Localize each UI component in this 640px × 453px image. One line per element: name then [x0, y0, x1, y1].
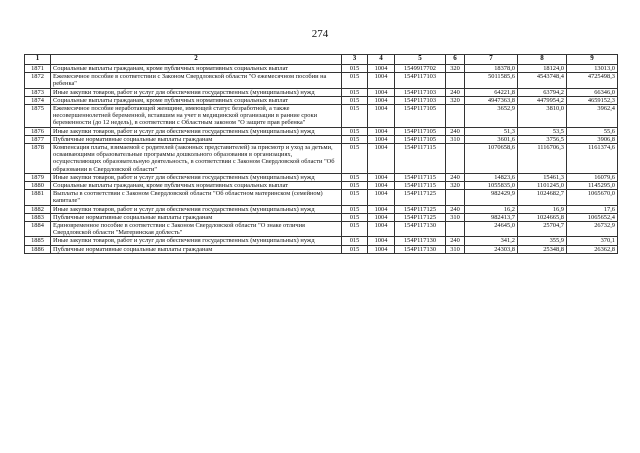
table-row [25, 105, 618, 128]
row-name: Иные закупки товаров, работ и услуг для обеспечения государственных (муниципальных) нужд [51, 205, 342, 213]
table-row [25, 205, 618, 213]
row-amount-year3: 4725498,3 [567, 73, 618, 88]
row-target-article: 154P117103 [395, 96, 446, 104]
row-target-article: 154P117105 [395, 105, 446, 128]
row-section-code: 1004 [368, 182, 395, 190]
row-expense-type: 310 [446, 135, 465, 143]
row-amount-year3: 26732,9 [567, 222, 618, 237]
row-amount-year2: 1101245,0 [518, 182, 567, 190]
row-expense-type: 310 [446, 245, 465, 253]
row-ministry-code: 015 [342, 222, 368, 237]
row-name: Публичные нормативные социальные выплаты гражданам [51, 135, 342, 143]
row-ministry-code: 015 [342, 245, 368, 253]
row-name: Компенсация платы, взимаемой с родителей (законных представителей) за присмотр и уход за детьми, осваивающими образовательные программы дошкольного образования в организациях, осуществляющих образовательную деятельность, в соответствии с Законом Свердловской области "Об образовании в Свердловской области" [51, 144, 342, 174]
table-row [25, 173, 618, 181]
row-name: Социальные выплаты гражданам, кроме публичных нормативных социальных выплат [51, 182, 342, 190]
row-amount-year2: 3810,0 [518, 105, 567, 128]
row-ministry-code: 015 [342, 144, 368, 174]
row-amount-year1: 24303,8 [465, 245, 518, 253]
row-amount-year2: 1024665,8 [518, 213, 567, 221]
row-amount-year1: 1070658,6 [465, 144, 518, 174]
row-amount-year1: 64221,8 [465, 88, 518, 96]
header-col-7: 7 [465, 55, 518, 65]
row-expense-type: 240 [446, 127, 465, 135]
row-section-code: 1004 [368, 127, 395, 135]
row-ministry-code: 015 [342, 182, 368, 190]
row-expense-type: 240 [446, 173, 465, 181]
row-section-code: 1004 [368, 105, 395, 128]
row-target-article: 154P117115 [395, 173, 446, 181]
row-name: Иные закупки товаров, работ и услуг для обеспечения государственных (муниципальных) нужд [51, 127, 342, 135]
row-number: 1883 [25, 213, 51, 221]
row-ministry-code: 015 [342, 65, 368, 73]
row-expense-type [446, 105, 465, 128]
header-col-9: 9 [567, 55, 618, 65]
row-section-code: 1004 [368, 245, 395, 253]
header-col-1: 1 [25, 55, 51, 65]
row-ministry-code: 015 [342, 205, 368, 213]
table-row [25, 213, 618, 221]
row-target-article: 154P117115 [395, 182, 446, 190]
table-row [25, 73, 618, 88]
row-expense-type [446, 144, 465, 174]
row-ministry-code: 015 [342, 105, 368, 128]
row-number: 1872 [25, 73, 51, 88]
row-amount-year2: 1024682,7 [518, 190, 567, 205]
row-amount-year1: 341,2 [465, 237, 518, 245]
row-ministry-code: 015 [342, 127, 368, 135]
row-amount-year3: 55,6 [567, 127, 618, 135]
row-section-code: 1004 [368, 144, 395, 174]
row-amount-year3: 1161374,6 [567, 144, 618, 174]
row-section-code: 1004 [368, 205, 395, 213]
row-number: 1876 [25, 127, 51, 135]
row-target-article: 154P117103 [395, 88, 446, 96]
table-row [25, 245, 618, 253]
row-number: 1873 [25, 88, 51, 96]
row-amount-year3: 3906,8 [567, 135, 618, 143]
row-amount-year1: 24645,0 [465, 222, 518, 237]
row-expense-type: 320 [446, 96, 465, 104]
row-expense-type: 240 [446, 237, 465, 245]
row-amount-year3: 1145295,0 [567, 182, 618, 190]
row-section-code: 1004 [368, 190, 395, 205]
row-amount-year1: 16,2 [465, 205, 518, 213]
row-number: 1879 [25, 173, 51, 181]
row-amount-year2: 18124,0 [518, 65, 567, 73]
row-amount-year2: 63794,2 [518, 88, 567, 96]
row-number: 1875 [25, 105, 51, 128]
row-amount-year2: 4543748,4 [518, 73, 567, 88]
row-amount-year1: 4947363,8 [465, 96, 518, 104]
row-number: 1877 [25, 135, 51, 143]
header-col-4: 4 [368, 55, 395, 65]
budget-table [24, 54, 618, 254]
row-ministry-code: 015 [342, 173, 368, 181]
row-amount-year1: 5011585,6 [465, 73, 518, 88]
row-section-code: 1004 [368, 96, 395, 104]
row-section-code: 1004 [368, 135, 395, 143]
table-row [25, 237, 618, 245]
row-expense-type: 320 [446, 182, 465, 190]
table-row [25, 190, 618, 205]
row-target-article: 154P117103 [395, 73, 446, 88]
row-amount-year3: 3962,4 [567, 105, 618, 128]
row-amount-year3: 370,1 [567, 237, 618, 245]
row-expense-type: 240 [446, 205, 465, 213]
row-section-code: 1004 [368, 65, 395, 73]
row-section-code: 1004 [368, 173, 395, 181]
page-number: 274 [311, 28, 329, 40]
row-amount-year3: 13013,0 [567, 65, 618, 73]
table-row [25, 222, 618, 237]
row-number: 1882 [25, 205, 51, 213]
row-ministry-code: 015 [342, 213, 368, 221]
row-amount-year1: 51,3 [465, 127, 518, 135]
row-expense-type: 240 [446, 88, 465, 96]
row-number: 1874 [25, 96, 51, 104]
row-amount-year1: 14823,6 [465, 173, 518, 181]
row-amount-year3: 1065670,0 [567, 190, 618, 205]
row-amount-year2: 4479954,2 [518, 96, 567, 104]
row-target-article: 154P117130 [395, 245, 446, 253]
row-name: Ежемесячное пособие неработающей женщине, имеющей статус безработной, а также несовершеннолетней беременной, вставшим на учет в медицинской организации в ранние сроки беременности (до 12 недель), в соответствии с Областным законом "О защите прав ребенка" [51, 105, 342, 128]
row-amount-year2: 15461,3 [518, 173, 567, 181]
row-amount-year2: 25704,7 [518, 222, 567, 237]
row-name: Публичные нормативные социальные выплаты гражданам [51, 213, 342, 221]
row-expense-type [446, 73, 465, 88]
row-amount-year1: 1055835,0 [465, 182, 518, 190]
row-section-code: 1004 [368, 222, 395, 237]
row-name: Иные закупки товаров, работ и услуг для обеспечения государственных (муниципальных) нужд [51, 237, 342, 245]
row-number: 1885 [25, 237, 51, 245]
row-expense-type: 310 [446, 213, 465, 221]
header-col-5: 5 [395, 55, 446, 65]
row-amount-year1: 3601,6 [465, 135, 518, 143]
row-amount-year2: 355,9 [518, 237, 567, 245]
table-row [25, 96, 618, 104]
row-target-article: 1549917702 [395, 65, 446, 73]
row-target-article: 154P117125 [395, 205, 446, 213]
header-col-3: 3 [342, 55, 368, 65]
header-col-2: 2 [51, 55, 342, 65]
row-ministry-code: 015 [342, 135, 368, 143]
row-expense-type [446, 222, 465, 237]
row-name: Единовременное пособие в соответствии с Законом Свердловской области "О знаке отличия Свердловской области "Материнская доблесть" [51, 222, 342, 237]
row-amount-year2: 25348,8 [518, 245, 567, 253]
row-name: Публичные нормативные социальные выплаты гражданам [51, 245, 342, 253]
row-name: Иные закупки товаров, работ и услуг для обеспечения государственных (муниципальных) нужд [51, 173, 342, 181]
row-number: 1871 [25, 65, 51, 73]
row-ministry-code: 015 [342, 88, 368, 96]
table-row [25, 88, 618, 96]
header-col-8: 8 [518, 55, 567, 65]
row-target-article: 154P117125 [395, 190, 446, 205]
row-name: Выплаты в соответствии с Законом Свердловской области "Об областном материнском (семейном) капитале" [51, 190, 342, 205]
header-row [25, 55, 618, 65]
table-row [25, 144, 618, 174]
row-amount-year1: 982429,9 [465, 190, 518, 205]
header-col-6: 6 [446, 55, 465, 65]
row-name: Ежемесячное пособие в соответствии с Законом Свердловской области "О ежемесячном пособии на ребенка" [51, 73, 342, 88]
row-section-code: 1004 [368, 88, 395, 96]
row-target-article: 154P117105 [395, 135, 446, 143]
row-target-article: 154P117130 [395, 222, 446, 237]
row-target-article: 154P117130 [395, 237, 446, 245]
table-row [25, 182, 618, 190]
row-amount-year1: 982413,7 [465, 213, 518, 221]
row-ministry-code: 015 [342, 190, 368, 205]
row-amount-year1: 3652,9 [465, 105, 518, 128]
row-ministry-code: 015 [342, 96, 368, 104]
row-number: 1884 [25, 222, 51, 237]
row-target-article: 154P117105 [395, 127, 446, 135]
row-expense-type [446, 190, 465, 205]
row-amount-year2: 53,5 [518, 127, 567, 135]
row-amount-year3: 66346,0 [567, 88, 618, 96]
row-amount-year2: 16,9 [518, 205, 567, 213]
row-name: Иные закупки товаров, работ и услуг для обеспечения государственных (муниципальных) нужд [51, 88, 342, 96]
row-target-article: 154P117115 [395, 144, 446, 174]
row-section-code: 1004 [368, 213, 395, 221]
row-section-code: 1004 [368, 237, 395, 245]
row-amount-year3: 16079,6 [567, 173, 618, 181]
row-amount-year1: 18378,0 [465, 65, 518, 73]
row-number: 1886 [25, 245, 51, 253]
row-number: 1881 [25, 190, 51, 205]
row-number: 1880 [25, 182, 51, 190]
row-amount-year3: 4659152,3 [567, 96, 618, 104]
row-amount-year3: 1065652,4 [567, 213, 618, 221]
row-amount-year2: 3756,5 [518, 135, 567, 143]
row-amount-year3: 17,6 [567, 205, 618, 213]
table-row [25, 65, 618, 73]
table-row [25, 127, 618, 135]
table-row [25, 135, 618, 143]
row-target-article: 154P117125 [395, 213, 446, 221]
row-amount-year2: 1116706,3 [518, 144, 567, 174]
row-amount-year3: 26362,8 [567, 245, 618, 253]
row-name: Социальные выплаты гражданам, кроме публичных нормативных социальных выплат [51, 65, 342, 73]
row-expense-type: 320 [446, 65, 465, 73]
row-name: Социальные выплаты гражданам, кроме публичных нормативных социальных выплат [51, 96, 342, 104]
row-section-code: 1004 [368, 73, 395, 88]
row-number: 1878 [25, 144, 51, 174]
row-ministry-code: 015 [342, 237, 368, 245]
row-ministry-code: 015 [342, 73, 368, 88]
